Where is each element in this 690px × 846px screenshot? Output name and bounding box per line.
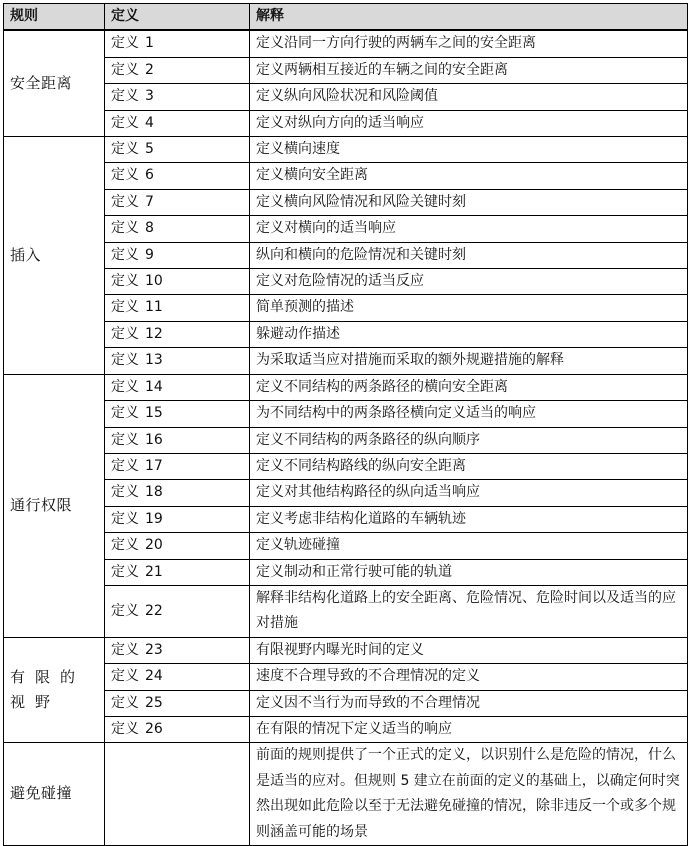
definition-number: 21: [145, 563, 163, 580]
explanation-cell: 简单预测的描述: [250, 295, 688, 321]
definition-cell: [105, 585, 250, 637]
definition-prefix: 定义: [111, 405, 139, 422]
explanation-cell: 为采取适当应对措施而采取的额外规避措施的解释: [250, 348, 688, 374]
definition-number: 11: [145, 299, 163, 316]
definition-prefix: 定义: [111, 537, 139, 554]
rule-cell: 插入: [4, 137, 105, 375]
header-row: [4, 4, 688, 31]
definition-prefix: 定义: [111, 668, 139, 685]
table-row: [4, 533, 688, 559]
definition-prefix: 定义: [111, 167, 139, 184]
table-row: [4, 348, 688, 374]
definition-prefix: 定义: [111, 273, 139, 290]
explanation-cell: 在有限的情况下定义适当的响应: [250, 716, 688, 742]
definition-number: 26: [145, 720, 163, 737]
table-row: [4, 137, 688, 163]
explanation-cell: 纵向和横向的危险情况和关键时刻: [250, 242, 688, 268]
explanation-cell: 有限视野内曝光时间的定义: [250, 637, 688, 663]
explanation-cell: 定义沿同一方向行驶的两辆车之间的安全距离: [250, 30, 688, 57]
table-row: [4, 585, 688, 637]
explanation-cell: 解释非结构化道路上的安全距离、危险情况、危险时间以及适当的应对措施: [250, 585, 688, 637]
definition-cell: [105, 163, 250, 189]
explanation-cell: 为不同结构中的两条路径横向定义适当的响应: [250, 401, 688, 427]
definition-prefix: 定义: [111, 457, 139, 474]
definition-prefix: 定义: [111, 88, 139, 105]
definition-cell: [105, 137, 250, 163]
table-row: [4, 690, 688, 716]
table-row: [4, 57, 688, 83]
table-row: [4, 321, 688, 347]
explanation-cell: 定义因不当行为而导致的不合理情况: [250, 690, 688, 716]
rule-cell: 安全距离: [4, 30, 105, 136]
definition-cell: [105, 533, 250, 559]
explanation-cell: 定义制动和正常行驶可能的轨道: [250, 559, 688, 585]
definition-number: 17: [145, 457, 163, 474]
explanation-cell: 定义对横向的适当响应: [250, 216, 688, 242]
explanation-cell: 定义不同结构路线的纵向安全距离: [250, 453, 688, 479]
definition-cell: [105, 506, 250, 532]
definition-prefix: 定义: [111, 510, 139, 527]
definition-prefix: 定义: [111, 141, 139, 158]
explanation-cell: 定义对危险情况的适当反应: [250, 269, 688, 295]
definition-number: 16: [145, 431, 163, 448]
definition-number: 7: [145, 193, 154, 210]
explanation-cell: 定义横向速度: [250, 137, 688, 163]
definition-cell: [105, 637, 250, 663]
table-row: [4, 163, 688, 189]
definition-prefix: 定义: [111, 35, 139, 52]
definition-number: 23: [145, 641, 163, 658]
table-row: [4, 637, 688, 663]
definition-prefix: 定义: [111, 694, 139, 711]
definition-number: 5: [145, 141, 154, 158]
table-row: [4, 401, 688, 427]
definition-prefix: 定义: [111, 246, 139, 263]
table-row: [4, 453, 688, 479]
definition-cell: [105, 216, 250, 242]
definition-cell: [105, 110, 250, 136]
definition-cell: [105, 57, 250, 83]
definition-cell: [105, 374, 250, 400]
table-row: [4, 480, 688, 506]
definition-number: 18: [145, 484, 163, 501]
table-row: [4, 110, 688, 136]
rule-cell: 通行权限: [4, 374, 105, 637]
definition-prefix: 定义: [111, 720, 139, 737]
definition-cell: [105, 269, 250, 295]
definition-number: 2: [145, 61, 154, 78]
table-row: [4, 295, 688, 321]
definition-cell: [105, 321, 250, 347]
header-explanation: 解释: [250, 4, 688, 31]
definition-cell: [105, 189, 250, 215]
explanation-cell: 定义对纵向方向的适当响应: [250, 110, 688, 136]
rules-table: [3, 3, 688, 846]
rule-cell: 有限的视野: [4, 637, 105, 743]
definition-number: 20: [145, 537, 163, 554]
explanation-cell: 定义考虑非结构化道路的车辆轨迹: [250, 506, 688, 532]
definition-prefix: 定义: [111, 484, 139, 501]
definition-number: 6: [145, 167, 154, 184]
definition-number: 24: [145, 668, 163, 685]
definition-cell: [105, 480, 250, 506]
table-row: [4, 743, 688, 846]
definition-prefix: 定义: [111, 220, 139, 237]
definition-cell: [105, 559, 250, 585]
table-row: [4, 30, 688, 57]
table-row: [4, 242, 688, 268]
explanation-cell: 定义轨迹碰撞: [250, 533, 688, 559]
definition-prefix: 定义: [111, 602, 139, 619]
table-row: [4, 716, 688, 742]
definition-number: 10: [145, 273, 163, 290]
definition-number: 1: [145, 35, 154, 52]
table-row: [4, 84, 688, 110]
definition-number: 15: [145, 405, 163, 422]
explanation-cell: 定义横向安全距离: [250, 163, 688, 189]
explanation-cell: 定义纵向风险状况和风险阈值: [250, 84, 688, 110]
explanation-cell: 前面的规则提供了一个正式的定义，以识别什么是危险的情况，什么是适当的应对。但规则 5 建立在前面的定义的基础上，以确定何时突然出现如此危险以至于无法避免碰撞的情况，除非违反一个或多个规则涵盖可能的场景: [250, 743, 688, 846]
explanation-cell: 定义两辆相互接近的车辆之间的安全距离: [250, 57, 688, 83]
definition-prefix: 定义: [111, 325, 139, 342]
table-row: [4, 269, 688, 295]
definition-number: 9: [145, 246, 154, 263]
table-row: [4, 216, 688, 242]
table-row: [4, 506, 688, 532]
definition-cell: [105, 690, 250, 716]
definition-number: 13: [145, 352, 163, 369]
explanation-cell: 定义不同结构的两条路径的纵向顺序: [250, 427, 688, 453]
table-row: [4, 427, 688, 453]
definition-number: 8: [145, 220, 154, 237]
definition-cell-empty: [105, 743, 250, 846]
definition-number: 4: [145, 114, 154, 131]
definition-cell: [105, 401, 250, 427]
definition-prefix: 定义: [111, 563, 139, 580]
definition-cell: [105, 348, 250, 374]
definition-prefix: 定义: [111, 193, 139, 210]
header-rule: 规则: [4, 4, 105, 31]
header-definition: 定义: [105, 4, 250, 31]
definition-number: 12: [145, 325, 163, 342]
definition-cell: [105, 295, 250, 321]
definition-prefix: 定义: [111, 61, 139, 78]
definition-number: 3: [145, 88, 154, 105]
definition-cell: [105, 84, 250, 110]
rules-table-body: [4, 30, 688, 845]
definition-cell: [105, 242, 250, 268]
definition-prefix: 定义: [111, 378, 139, 395]
table-row: [4, 559, 688, 585]
explanation-cell: 定义对其他结构路径的纵向适当响应: [250, 480, 688, 506]
definition-cell: [105, 664, 250, 690]
rule-cell: 避免碰撞: [4, 743, 105, 846]
table-row: [4, 189, 688, 215]
definition-cell: [105, 427, 250, 453]
definition-prefix: 定义: [111, 299, 139, 316]
table-row: [4, 664, 688, 690]
table-row: [4, 374, 688, 400]
definition-number: 22: [145, 602, 163, 619]
definition-prefix: 定义: [111, 641, 139, 658]
explanation-cell: 躲避动作描述: [250, 321, 688, 347]
definition-cell: [105, 716, 250, 742]
definition-number: 14: [145, 378, 163, 395]
definition-cell: [105, 30, 250, 57]
definition-number: 25: [145, 694, 163, 711]
definition-prefix: 定义: [111, 114, 139, 131]
definition-number: 19: [145, 510, 163, 527]
explanation-cell: 定义不同结构的两条路径的横向安全距离: [250, 374, 688, 400]
definition-prefix: 定义: [111, 431, 139, 448]
definition-prefix: 定义: [111, 352, 139, 369]
definition-cell: [105, 453, 250, 479]
explanation-cell: 定义横向风险情况和风险关键时刻: [250, 189, 688, 215]
explanation-cell: 速度不合理导致的不合理情况的定义: [250, 664, 688, 690]
